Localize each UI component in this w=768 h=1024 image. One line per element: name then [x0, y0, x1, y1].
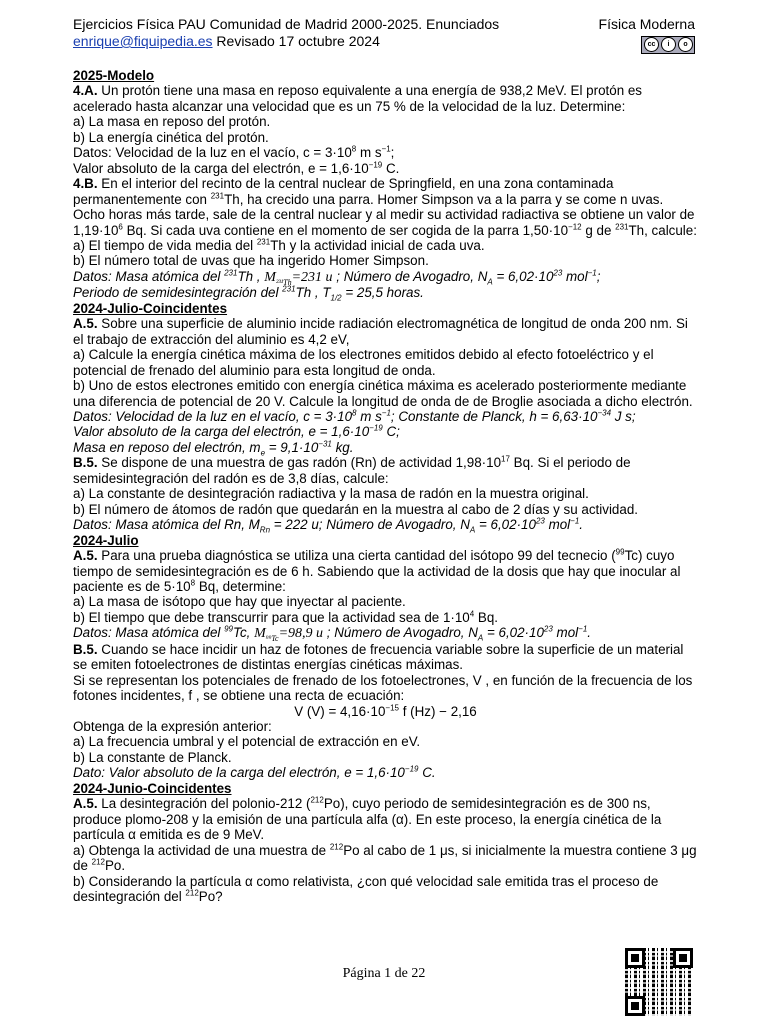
exercise-part: a) La masa de isótopo que hay que inyectar al paciente.: [73, 594, 406, 610]
exercise-paragraph: A.5. La desintegración del polonio-212 ($^{212}$Po), cuyo periodo de semidesintegración es de 300 ns, produce plomo-208 y la emisión de una partícula alfa (α). En este proceso, la energía cinética de la partícula α emitida es de 9 MeV.: [73, 795, 662, 843]
qr-code-icon: [625, 948, 693, 1016]
exercise-data: Periodo de semidesintegración del $^{231}$Th , $T_{1/2} = 25,5$ horas.: [73, 284, 424, 304]
exercise-paragraph: B.5. Se dispone de una muestra de gas radón (Rn) de actividad $1,98\cdot 10^{17}$ Bq. Si el periodo de semidesintegración del radón es de 3,8 días, calcule:: [73, 454, 631, 486]
exercise-paragraph: A.5. Sobre una superficie de aluminio incide radiación electromagnética de longitud de onda 200 nm. Si el trabajo de extracción del aluminio es 4,2 eV,: [73, 316, 688, 347]
exercise-part: a) La masa en reposo del protón.: [73, 114, 271, 130]
exercise-part: b) El número de átomos de radón que quedarán en la muestra al cabo de 2 días y su actividad.: [73, 501, 638, 517]
section-heading: 2024-Junio-Coincidentes: [73, 780, 232, 796]
math-formula: $M_{^{99}Tc}=98,9$ u: [254, 626, 324, 644]
exercise-data: Masa en reposo del electrón, $m_e = 9,1\cdot 10^{-31}$ kg.: [73, 439, 354, 458]
exercise-data: Datos: Velocidad de la luz en el vacío, $c = 3\cdot 10^8$ m $s^{-1}$;: [73, 144, 395, 161]
exercise-part: a) La constante de desintegración radiactiva y la masa de radón en la muestra original.: [73, 486, 589, 502]
exercise-data: Valor absoluto de la carga del electrón, $e = 1,6\cdot 10^{-19}$ C.: [73, 160, 400, 176]
creative-commons-by-sa-icon[interactable]: cc i o: [641, 36, 695, 54]
exercise-part: b) La constante de Planck.: [73, 749, 232, 765]
section-name: Física Moderna: [598, 16, 695, 32]
exercise-part: a) Obtenga la actividad de una muestra de $^{212}$Po al cabo de 1 μs, si inicialmente la muestra contiene 3 μg de $^{212}$Po.: [73, 842, 697, 874]
section-heading: 2024-Julio: [73, 532, 139, 548]
exercise-paragraph: A.5. Para una prueba diagnóstica se utiliza una cierta cantidad del isótopo 99 del tecnecio ($^{99}$Tc) cuyo tiempo de semidesintegración es de 6 h. Sabiendo que la actividad de la dosis que hay que inocular al paciente es de $5\cdot 10^8$ Bq, determine:: [73, 547, 681, 594]
exercise-data: Datos: Velocidad de la luz en el vacío, $c = 3\cdot 10^8$ m $s^{-1}$; Constante de Planck, $h = 6,63\cdot 10^{-34}$ J s;: [73, 408, 636, 424]
exercise-data: Datos: Masa atómica del Rn, $M_{Rn} = 222$ u; Número de Avogadro, $N_A = 6,02\cdot 10^{23}$ mol$^{-1}$.: [73, 516, 584, 535]
page-number: Página 1 de 22: [342, 966, 426, 981]
exercise-part: b) Uno de estos electrones emitido con energía cinética máxima es acelerado posteriormente mediante una diferencia de potencial de 20 V. Calcule la longitud de onda de de Broglie asociada a dicho electrón.: [73, 378, 693, 409]
section-heading: 2025-Modelo: [73, 68, 155, 83]
exercise-part: a) La frecuencia umbral y el potencial de extracción en eV.: [73, 734, 421, 750]
exercise-data: Datos: Masa atómica del $^{231}$Th , $M_{^{231}Th}=231$ u ; Número de Avogadro, $N_A = 6,02\cdot 10^{23}$ mol$^{-1}$;: [73, 268, 601, 287]
exercise-part: b) Considerando la partícula α como relativista, ¿con qué velocidad sale emitida tras el proceso de desintegración del $^{212}$Po?: [73, 873, 659, 905]
exercise-data: Datos: Masa atómica del $^{99}$Tc, $M_{^{99}Tc}=98,9$ u ; Número de Avogadro, $N_A = 6,02\cdot 10^{23}$ mol$^{-1}$.: [73, 624, 591, 644]
exercise-part: a) Calcule la energía cinética máxima de los electrones emitidos debido al efecto fotoeléctrico y el potencial de frenado del aluminio para esta longitud de onda.: [73, 347, 654, 378]
exercise-paragraph: Si se representan los potenciales de frenado de los fotoelectrones, V , en función de la frecuencia de los fotones incidentes, f , se obtiene una recta de ecuación:: [73, 672, 693, 704]
revision-date: Revisado 17 octubre 2024: [212, 33, 380, 49]
exercise-paragraph: B.5. Cuando se hace incidir un haz de fotones de frecuencia variable sobre la superficie de un material se emiten fotoelectrones de distintas energías cinéticas máximas.: [73, 641, 684, 673]
page-header: [73, 16, 695, 50]
math-formula: $M_{^{231}Th}=231$ u: [264, 269, 333, 287]
exercise-part: a) El tiempo de vida media del $^{231}$Th y la actividad inicial de cada uva.: [73, 237, 485, 253]
exercise-part: b) El tiempo que debe transcurrir para que la actividad sea de $1\cdot 10^4$ Bq.: [73, 609, 499, 625]
section-heading: 2024-Julio-Coincidentes: [73, 300, 228, 316]
exercise-data: Dato: Valor absoluto de la carga del electrón, $e = 1,6\cdot 10^{-19}$ C.: [73, 764, 436, 781]
exercise-paragraph: 4.A. Un protón tiene una masa en reposo equivalente a una energía de 938,2 MeV. El protón es acelerado hasta alcanzar una velocidad que es un 75 % de la velocidad de la luz. Determine:: [73, 83, 643, 114]
equation: V $(V) = 4,16\cdot 10^{-15}$ f (Hz) − 2,16: [294, 703, 477, 719]
document-title: Ejercicios Física PAU Comunidad de Madrid 2000-2025. Enunciados: [73, 16, 500, 32]
exercise-list: [73, 68, 698, 904]
exercise-part: b) La energía cinética del protón.: [73, 129, 269, 145]
exercise-paragraph: 4.B. En el interior del recinto de la central nuclear de Springfield, en una zona contaminada permanentemente con $^{231}$Th, ha crecido una parra. Homer Simpson va a la parra y se come n uvas. Ocho horas más tarde, sale de la central nuclear y al medir su actividad radiactiva se obtiene un valor de $1,19\cdot 10^6$ Bq. Si cada uva contiene en el momento de ser cogida de la parra $1,50\cdot 10^{-12}$ g de $^{231}$Th, calcule:: [73, 176, 697, 238]
exercise-part: b) El número total de uvas que ha ingerido Homer Simpson.: [73, 253, 429, 269]
author-email-link[interactable]: enrique@fiquipedia.es: [73, 33, 213, 49]
exercise-paragraph: Obtenga de la expresión anterior:: [73, 719, 272, 735]
exercise-data: Valor absoluto de la carga del electrón, $e = 1,6\cdot 10^{-19}$ C;: [73, 423, 400, 440]
